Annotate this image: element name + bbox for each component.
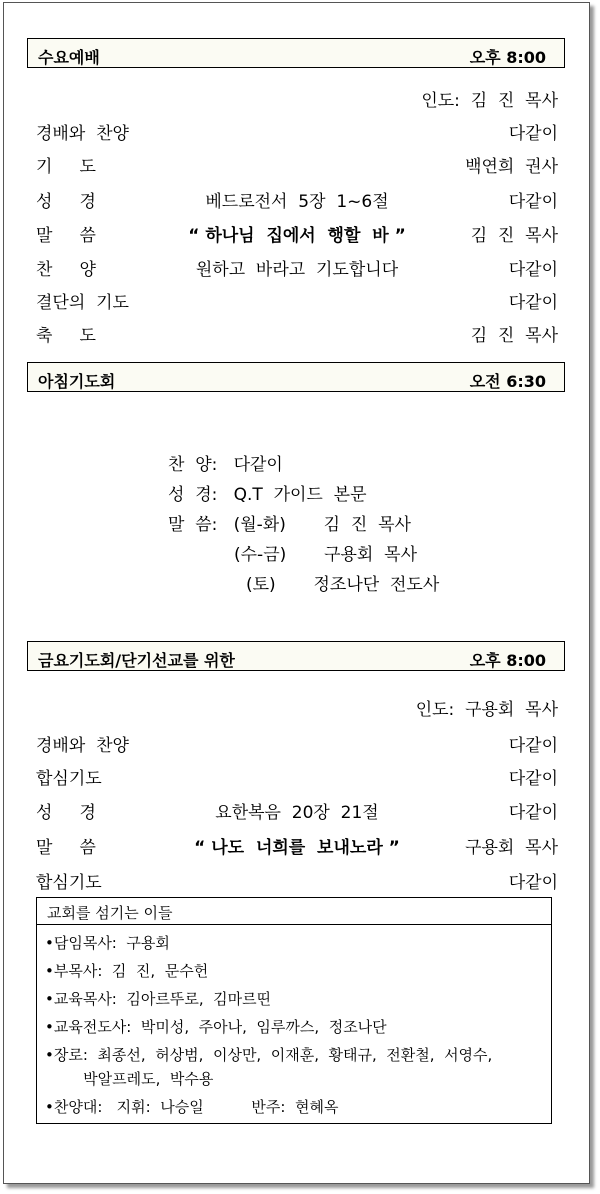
friday-leader: 인도: 구용회 목사 bbox=[415, 700, 558, 720]
morning-prayer-header bbox=[27, 362, 565, 392]
order-person: 다같이 bbox=[508, 260, 558, 280]
order-item: 축 도 bbox=[36, 326, 96, 346]
wednesday-row bbox=[36, 221, 558, 245]
wednesday-row bbox=[36, 321, 558, 345]
church-servants-box bbox=[36, 897, 552, 1124]
morning-praise: 찬 양: 다같이 bbox=[168, 455, 283, 475]
order-person: 김 진 목사 bbox=[470, 326, 558, 346]
morning-prayer-time: 오전 6:30 bbox=[469, 372, 546, 391]
wednesday-service-time: 오후 8:00 bbox=[469, 48, 546, 67]
order-person: 다같이 bbox=[508, 803, 558, 823]
order-item: 말 씀 bbox=[36, 838, 96, 858]
order-person: 김 진 목사 bbox=[470, 226, 558, 246]
friday-prayer-title: 금요기도회/단기선교를 위한 bbox=[38, 651, 235, 670]
order-item: 경배와 찬양 bbox=[36, 736, 129, 756]
servant-line: •교육목사: 김아르뚜로, 김마르띤 bbox=[45, 990, 272, 1008]
sermon-title: “ 하나님 집에서 행할 바 ” bbox=[188, 226, 406, 246]
wednesday-row bbox=[36, 288, 558, 312]
friday-row bbox=[36, 868, 558, 892]
friday-row bbox=[36, 833, 558, 857]
order-item: 결단의 기도 bbox=[36, 293, 129, 313]
morning-prayer-title: 아침기도회 bbox=[38, 372, 116, 391]
morning-sermon: (토) 정조나단 전도사 bbox=[246, 575, 440, 595]
order-person: 다같이 bbox=[508, 192, 558, 212]
order-item: 성 경 bbox=[36, 803, 96, 823]
wednesday-row bbox=[36, 152, 558, 176]
friday-prayer-time: 오후 8:00 bbox=[469, 651, 546, 670]
order-item: 말 씀 bbox=[36, 226, 96, 246]
order-person: 다같이 bbox=[508, 124, 558, 144]
morning-sermon: (수-금) 구용회 목사 bbox=[234, 545, 417, 565]
order-detail: 원하고 바라고 기도합니다 bbox=[195, 260, 399, 280]
order-item: 경배와 찬양 bbox=[36, 124, 129, 144]
order-item: 찬 양 bbox=[36, 260, 96, 280]
servant-line: •부목사: 김 진, 문수헌 bbox=[45, 962, 209, 980]
order-person: 다같이 bbox=[508, 873, 558, 893]
church-servants-title: 교회를 섬기는 이들 bbox=[47, 904, 173, 922]
order-detail: 베드로전서 5장 1~6절 bbox=[205, 192, 389, 212]
order-detail: 요한복음 20장 21절 bbox=[215, 803, 379, 823]
order-item: 기 도 bbox=[36, 157, 96, 177]
wednesday-row bbox=[36, 187, 558, 211]
order-item: 합심기도 bbox=[36, 769, 102, 789]
friday-prayer-header bbox=[27, 641, 565, 671]
wednesday-row bbox=[36, 255, 558, 279]
servant-line: •찬양대: 지휘: 나승일 반주: 현혜옥 bbox=[45, 1098, 339, 1116]
morning-scripture: 성 경: Q.T 가이드 본문 bbox=[168, 485, 367, 505]
order-item: 성 경 bbox=[36, 192, 96, 212]
order-item: 합심기도 bbox=[36, 873, 102, 893]
morning-sermon: 말 씀: (월-화) 김 진 목사 bbox=[168, 515, 411, 535]
sermon-title: “ 나도 너희를 보내노라 ” bbox=[194, 838, 400, 858]
wednesday-row bbox=[36, 119, 558, 143]
order-person: 다같이 bbox=[508, 293, 558, 313]
order-person: 구용회 목사 bbox=[465, 838, 558, 858]
servant-line: 박알프레도, 박수용 bbox=[45, 1070, 214, 1088]
friday-row bbox=[36, 798, 558, 822]
church-servants-header bbox=[37, 898, 551, 925]
friday-row bbox=[36, 764, 558, 788]
servant-line: •교육전도사: 박미성, 주아나, 임루까스, 정조나단 bbox=[45, 1018, 387, 1036]
friday-row bbox=[36, 731, 558, 755]
servant-line: •담임목사: 구용회 bbox=[45, 934, 170, 952]
servant-line: •장로: 최종선, 허상범, 이상만, 이재훈, 황태규, 전환철, 서영수, bbox=[45, 1046, 493, 1064]
order-person: 백연희 권사 bbox=[465, 157, 558, 177]
wednesday-service-title: 수요예배 bbox=[38, 48, 100, 67]
wednesday-service-header bbox=[27, 38, 565, 68]
order-person: 다같이 bbox=[508, 736, 558, 756]
wednesday-leader: 인도: 김 진 목사 bbox=[421, 91, 558, 111]
order-person: 다같이 bbox=[508, 769, 558, 789]
